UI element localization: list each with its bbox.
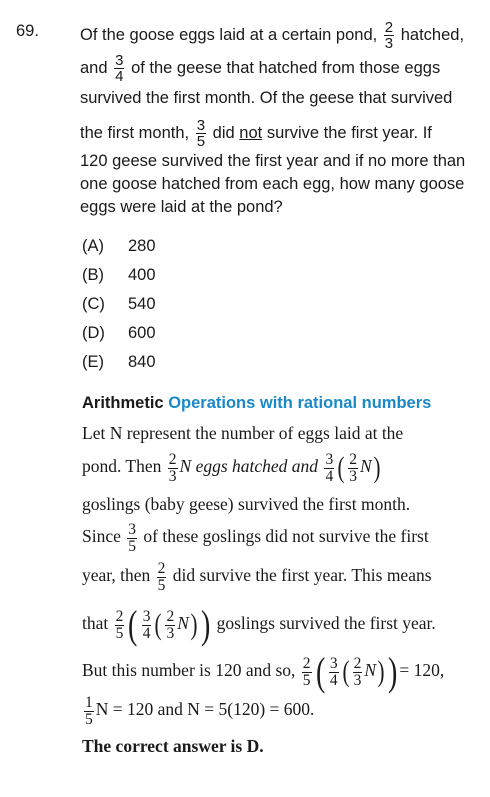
solution-line-1: Let N represent the number of eggs laid at the [82, 423, 404, 443]
underlined-word: not [239, 123, 263, 142]
solution-text: that [82, 613, 109, 634]
left-paren: ( [342, 655, 350, 688]
solution-text: Since [82, 526, 121, 547]
right-paren: ) [377, 655, 385, 688]
question-text: and [80, 58, 108, 77]
fraction: $\frac{3}{4}$ [115, 52, 124, 85]
fraction: $\frac{2}{3}$ [168, 451, 177, 485]
variable: N [359, 456, 372, 477]
fraction: $\frac{2}{5}$ [157, 560, 166, 594]
question-line-2 [80, 53, 440, 84]
choice-label: (C) [82, 295, 105, 313]
question-line-6: one goose hatched from each egg, how many goose [80, 175, 465, 193]
fraction: $\frac{2}{3}$ [349, 451, 357, 485]
fraction: $\frac{3}{5}$ [196, 117, 206, 150]
question-line-5: 120 geese survived the first year and if no more than [80, 152, 466, 170]
choice-label: (A) [82, 237, 104, 255]
question-line-3: survived the first month. Of the geese that survived [80, 89, 453, 107]
fraction: $\frac{3}{4}$ [142, 608, 151, 642]
solution-text: of these goslings did not survive the first [143, 526, 429, 547]
solution-line-6 [82, 602, 436, 647]
left-paren: ( [315, 649, 325, 694]
variable: N [177, 613, 189, 634]
answer-choice-a [82, 237, 156, 256]
choice-value: 540 [128, 295, 156, 313]
right-paren: ) [200, 602, 211, 647]
question-line-1 [80, 20, 464, 51]
solution-text: But this number is 120 and so, [82, 660, 296, 681]
solution-text: N eggs hatched and [179, 456, 319, 477]
choice-value: 400 [128, 266, 156, 284]
solution-line-8 [82, 695, 314, 727]
answer-choice-b [82, 266, 156, 285]
fraction: $\frac{3}{5}$ [128, 521, 137, 555]
left-paren: ( [154, 608, 162, 641]
question-text: hatched, [400, 25, 465, 44]
variable: N [364, 660, 377, 681]
fraction: $\frac{2}{5}$ [302, 655, 311, 689]
solution-line-3: goslings (baby geese) survived the first month. [82, 494, 411, 514]
right-paren: ) [190, 608, 198, 641]
answer-choice-d [82, 324, 156, 343]
solution-heading [82, 394, 431, 413]
solution-text: goslings survived the first year. [216, 613, 436, 634]
choice-value: 600 [128, 324, 156, 342]
fraction: $\frac{3}{4}$ [329, 655, 338, 689]
right-paren: ) [388, 649, 398, 694]
answer-choice-e [82, 353, 156, 372]
solution-line-7 [82, 649, 445, 694]
question-line-4 [80, 118, 432, 149]
choice-value: 280 [128, 237, 156, 255]
solution-text: N = 120 and N = 5(120) = 600. [95, 699, 315, 720]
question-text: Of the goose eggs laid at a certain pond, [80, 25, 378, 44]
choice-label: (B) [82, 266, 104, 284]
subject-label: Arithmetic [82, 394, 164, 412]
fraction: $\frac{1}{5}$ [85, 694, 93, 728]
question-number: 69. [16, 22, 39, 40]
solution-line-5 [82, 561, 432, 593]
question-text: the first month, [80, 123, 190, 142]
solution-line-2 [82, 452, 382, 484]
fraction: $\frac{2}{5}$ [115, 608, 124, 642]
question-text: of the geese that hatched from those eggs [131, 58, 441, 77]
question-text: did [212, 123, 235, 142]
fraction: $\frac{2}{3}$ [384, 19, 394, 52]
solution-text: year, then [82, 565, 151, 586]
category-label: Operations with rational numbers [168, 394, 432, 412]
fraction: $\frac{3}{4}$ [325, 451, 334, 485]
left-paren: ( [337, 451, 345, 484]
question-line-7: eggs were laid at the pond? [80, 198, 283, 216]
right-paren: ) [373, 451, 381, 484]
choice-label: (E) [82, 353, 104, 371]
question-text: survive the first year. If [266, 123, 432, 142]
fraction: $\frac{2}{3}$ [166, 608, 175, 642]
choice-label: (D) [82, 324, 105, 342]
answer-choice-c [82, 295, 156, 314]
solution-text: did survive the first year. This means [172, 565, 432, 586]
solution-text: = 120, [399, 660, 445, 681]
choice-value: 840 [128, 353, 156, 371]
left-paren: ( [128, 602, 138, 647]
correct-answer: The correct answer is D. [82, 736, 264, 756]
solution-text: pond. Then [82, 456, 162, 477]
fraction: $\frac{2}{3}$ [353, 655, 362, 689]
solution-line-4 [82, 522, 429, 554]
